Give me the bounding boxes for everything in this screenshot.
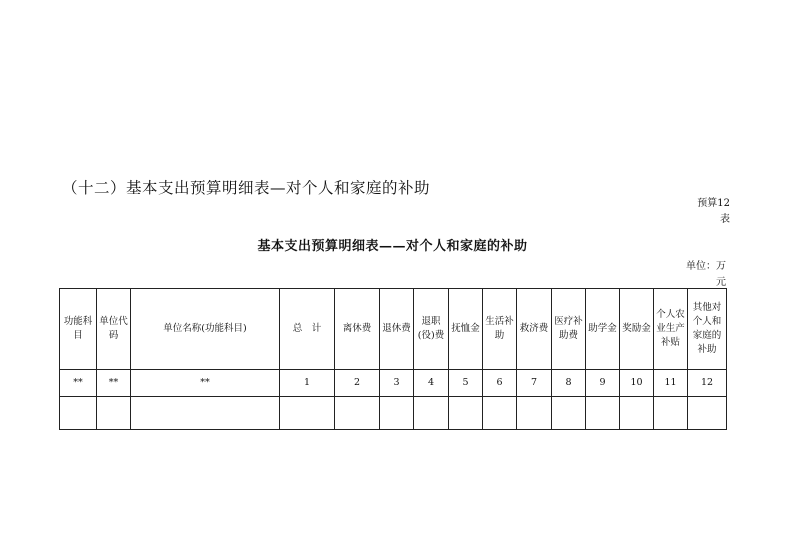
header-cell-unit-name: 单位名称(功能科目) — [131, 289, 280, 370]
table-cell: 9 — [586, 370, 620, 397]
header-cell-relief: 救济费 — [517, 289, 552, 370]
header-cell-resignation: 退职(役)费 — [414, 289, 449, 370]
table-cell: 11 — [654, 370, 688, 397]
table-cell — [654, 397, 688, 430]
section-title: （十二）基本支出预算明细表—对个人和家庭的补助 — [62, 179, 431, 197]
table-cell — [414, 397, 449, 430]
table-cell — [552, 397, 586, 430]
table-cell — [60, 397, 97, 430]
table-cell — [517, 397, 552, 430]
header-cell-medical-subsidy: 医疗补助费 — [552, 289, 586, 370]
header-cell-agricultural-subsidy: 个人农业生产补贴 — [654, 289, 688, 370]
table-cell — [586, 397, 620, 430]
table-cell — [280, 397, 335, 430]
table-cell: 5 — [449, 370, 483, 397]
table-header-row — [60, 289, 727, 370]
header-cell-total: 总 计 — [280, 289, 335, 370]
header-cell-retirement: 退休费 — [380, 289, 414, 370]
header-cell-retirement-cadre: 离休费 — [335, 289, 380, 370]
table-data-row — [60, 397, 727, 430]
unit-label: 单位：万元 — [686, 261, 726, 288]
table-cell: 4 — [414, 370, 449, 397]
header-cell-function-subject: 功能科目 — [60, 289, 97, 370]
table-cell — [97, 397, 131, 430]
table-cell — [131, 397, 280, 430]
header-cell-other-subsidy: 其他对个人和家庭的补助 — [688, 289, 727, 370]
header-cell-reward: 奖励金 — [620, 289, 654, 370]
table-cell: ** — [97, 370, 131, 397]
header-cell-pension: 抚恤金 — [449, 289, 483, 370]
table-cell: 12 — [688, 370, 727, 397]
table-cell: ** — [131, 370, 280, 397]
table-cell: 3 — [380, 370, 414, 397]
table-cell: ** — [60, 370, 97, 397]
table-cell: 10 — [620, 370, 654, 397]
table-cell — [688, 397, 727, 430]
table-cell — [380, 397, 414, 430]
table-index-row — [60, 370, 727, 397]
table-cell — [483, 397, 517, 430]
document-code: 预算12表 — [697, 198, 730, 225]
table-cell: 2 — [335, 370, 380, 397]
table-cell: 8 — [552, 370, 586, 397]
header-cell-scholarship: 助学金 — [586, 289, 620, 370]
header-cell-unit-code: 单位代码 — [97, 289, 131, 370]
table-title: 基本支出预算明细表——对个人和家庭的补助 — [257, 239, 528, 254]
table-cell: 7 — [517, 370, 552, 397]
table-cell: 1 — [280, 370, 335, 397]
table-cell — [335, 397, 380, 430]
header-cell-living-subsidy: 生活补助 — [483, 289, 517, 370]
table-cell: 6 — [483, 370, 517, 397]
budget-detail-table — [59, 288, 727, 430]
table-cell — [449, 397, 483, 430]
table-cell — [620, 397, 654, 430]
